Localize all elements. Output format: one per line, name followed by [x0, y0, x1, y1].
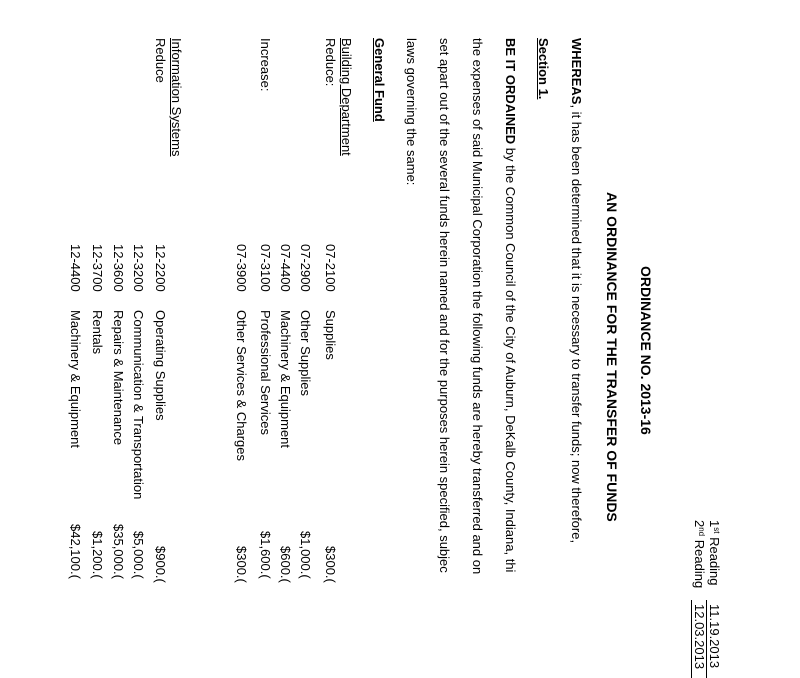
building-row-amount: $1,600.( — [258, 531, 273, 579]
info-row-code: 12-4400 — [68, 244, 83, 292]
info-row-code: 12-2200 — [153, 244, 168, 292]
first-reading-label: 1st Reading — [707, 520, 722, 586]
info-row-desc: Rentals — [90, 310, 105, 355]
building-row-code: 07-3100 — [258, 244, 273, 292]
building-row-desc: Machinery & Equipment — [278, 310, 293, 449]
second-reading-date-line — [691, 600, 692, 678]
ordained-line-3: set apart out of the several funds herein named and for the purposes herein specified, subjec — [437, 38, 452, 573]
whereas-clause: WHEREAS, it has been determined that it is necessary to transfer funds; now therefore, — [569, 38, 584, 544]
ordained-line-1: BE IT ORDAINED by the Common Council of the City of Auburn, DeKalb County, Indiana, thi — [503, 38, 518, 573]
second-reading-date: 12.03.2013 — [692, 604, 707, 670]
building-row-desc: Other Supplies — [298, 310, 313, 396]
building-row-desc: Professional Services — [258, 310, 273, 435]
info-row-code: 12-3200 — [131, 244, 146, 292]
info-row-code: 12-3600 — [111, 244, 126, 292]
info-row-amount: $42,100.( — [68, 524, 83, 579]
building-row-amount: $300.( — [234, 546, 249, 583]
info-row-desc: Machinery & Equipment — [68, 310, 83, 449]
building-row-code: 07-4400 — [278, 244, 293, 292]
building-row-amount: $600.( — [278, 546, 293, 583]
first-reading-date: 11.19.2013 — [707, 604, 722, 669]
building-row-code: 07-2900 — [298, 244, 313, 292]
building-row-desc: Other Services & Charges — [234, 310, 249, 462]
info-row-amount: $35,000.( — [111, 524, 126, 579]
information-systems-heading: Information Systems — [169, 38, 184, 157]
info-row-amount: $5,000.( — [131, 531, 146, 579]
info-row-desc: Repairs & Maintenance — [111, 310, 126, 446]
ordinance-title: ORDINANCE NO. 2013-16 — [638, 266, 654, 435]
ordained-line-4: laws governing the same: — [404, 38, 419, 186]
second-reading-label: 2nd Reading — [692, 520, 707, 589]
building-row-code: 07-3900 — [234, 244, 249, 292]
info-row-amount: $900.( — [153, 546, 168, 583]
ordinance-subtitle: AN ORDINANCE FOR THE TRANSFER OF FUNDS — [604, 192, 620, 522]
building-reduce-label: Reduce: — [323, 38, 338, 87]
fund-heading: General Fund — [372, 38, 387, 122]
info-row-code: 12-3700 — [90, 244, 105, 292]
info-reduce-label: Reduce — [153, 38, 168, 83]
info-row-desc: Communication & Transportation — [131, 310, 146, 500]
info-row-amount: $1,200.( — [90, 531, 105, 579]
building-row-amount: $1,000.( — [298, 531, 313, 579]
building-row-desc: Supplies — [323, 310, 338, 360]
section-heading: Section 1. — [536, 38, 551, 100]
building-row-code: 07-2100 — [323, 244, 338, 292]
ordained-line-2: the expenses of said Municipal Corporation the following funds are hereby transferred and on — [470, 38, 485, 575]
info-row-desc: Operating Supplies — [153, 310, 168, 421]
building-increase-label: Increase: — [258, 38, 273, 92]
building-row-amount: $300.( — [323, 546, 338, 583]
building-department-heading: Building Department — [339, 38, 354, 156]
